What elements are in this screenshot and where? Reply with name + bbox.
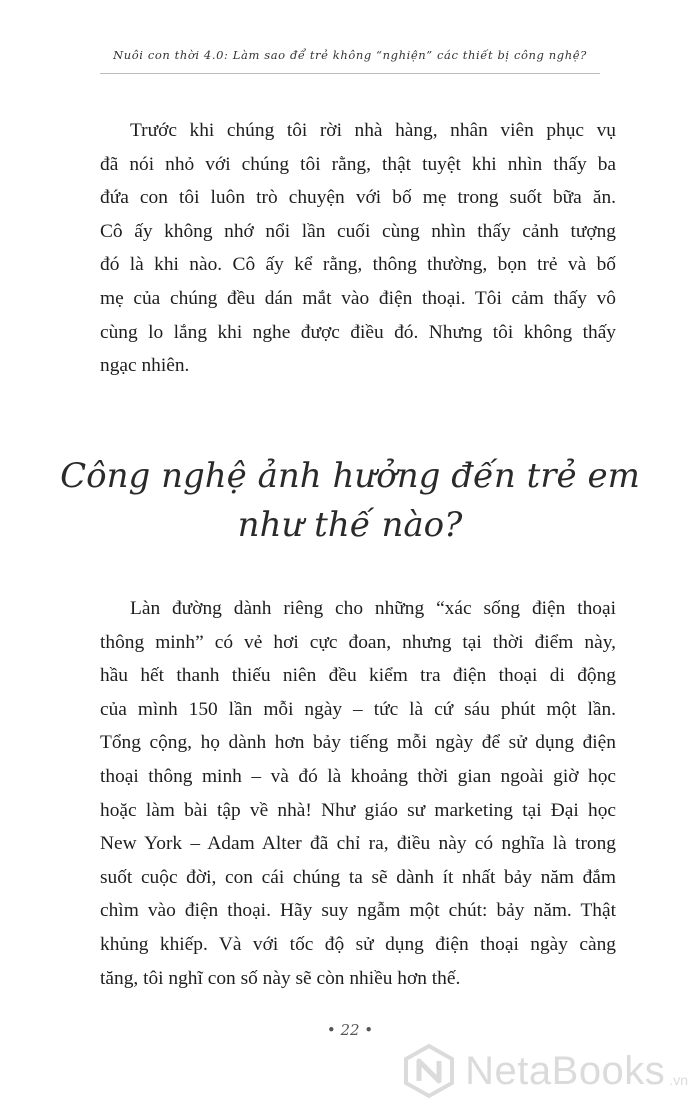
paragraph-2 [100,592,616,995]
paragraph-line: tăng, tôi nghĩ con số này sẽ còn nhiều hơn thế. [100,967,461,989]
paragraph-line: New York – Adam Alter đã chỉ ra, điều này có nghĩa là trong [100,833,616,855]
paragraph-line: của mình 150 lần mỗi ngày – tức là cứ sáu phút một lần. [100,698,616,720]
paragraph-line: ngạc nhiên. [100,355,190,377]
paragraph-line: đã nói nhỏ với chúng tôi rằng, thật tuyệt khi nhìn thấy ba [100,153,616,175]
paragraph-line: Tổng cộng, họ dành hơn bảy tiếng mỗi ngày để sử dụng điện [100,732,616,754]
paragraph-line: thoại thông minh – và đó là khoảng thời gian ngoài giờ học [100,765,616,787]
paragraph-line: đứa con tôi luôn trò chuyện với bố mẹ trong suốt bữa ăn. [100,187,616,209]
netabooks-watermark [403,1040,688,1102]
netabooks-logo-icon [403,1043,455,1099]
paragraph-line: khủng khiếp. Và với tốc độ sử dụng điện thoại ngày càng [100,933,616,955]
paragraph-line: cùng lo lắng khi nghe được điều đó. Nhưng tôi không thấy [100,321,616,343]
paragraph-line: Làn đường dành riêng cho những “xác sống điện thoại [130,598,616,619]
paragraph-line: Cô ấy không nhớ nổi lần cuối cùng nhìn thấy cảnh tượng [100,220,616,242]
paragraph-line: đó là khi nào. Cô ấy kể rằng, thông thường, bọn trẻ và bố [100,254,616,276]
header-rule [100,73,600,74]
paragraph-line: suốt cuộc đời, con cái chúng ta sẽ dành ít nhất bảy năm đắm [100,866,616,888]
paragraph-line: Trước khi chúng tôi rời nhà hàng, nhân viên phục vụ [130,120,616,141]
paragraph-line: chìm vào điện thoại. Hãy suy ngẫm một chút: bảy năm. Thật [100,900,616,922]
watermark-suffix: .vn [669,1072,688,1088]
running-header: Nuôi con thời 4.0: Làm sao để trẻ không “nghiện” các thiết bị công nghệ? [113,48,587,62]
section-heading-line-1: Công nghệ ảnh hưởng đến trẻ em [60,456,640,496]
paragraph-line: mẹ của chúng đều dán mắt vào điện thoại. Tôi cảm thấy vô [100,287,616,309]
watermark-text: NetaBooks [465,1048,666,1093]
paragraph-line: hoặc làm bài tập về nhà! Như giáo sư marketing tại Đại học [100,799,616,821]
section-heading-line-2: như thế nào? [237,505,463,545]
paragraph-1 [100,114,616,383]
page-number: • 22 • [326,1021,374,1039]
paragraph-line: hầu hết thanh thiếu niên đều kiểm tra điện thoại di động [100,665,616,687]
paragraph-line: thông minh” có vẻ hơi cực đoan, nhưng tại thời điểm này, [100,631,616,653]
